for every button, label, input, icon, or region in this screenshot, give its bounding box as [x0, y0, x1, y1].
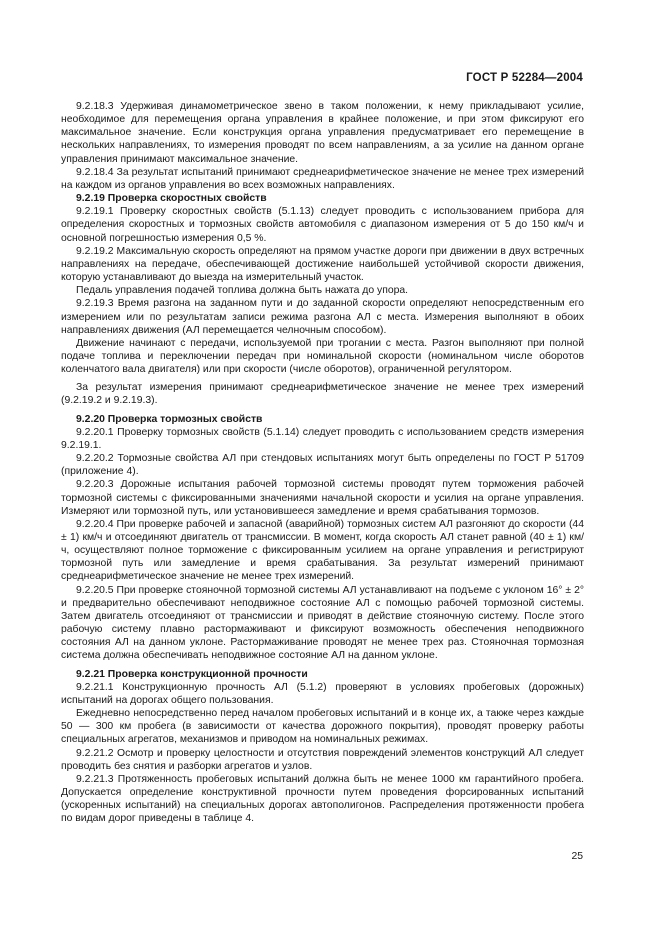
paragraph-measurement-result: За результат измерения принимают среднеарифметическое значение не менее трех измерений (9.2.19.2 и 9.2.19.3).: [61, 382, 584, 407]
paragraph-9-2-20-2: 9.2.20.2 Тормозные свойства АЛ при стендовых испытаниях могут быть определены по ГОСТ Р 51709 (приложение 4).: [61, 453, 584, 478]
section-heading-9-2-20: 9.2.20 Проверка тормозных свойств: [76, 413, 263, 425]
paragraph-fuel-pedal: Педаль управления подачей топлива должна быть нажата до упора.: [76, 285, 409, 297]
paragraph-9-2-21-2: 9.2.21.2 Осмотр и проверку целостности и отсутствия повреждений элементов конструкций АЛ следует проводить без снятия и разборки агрегатов и узлов.: [61, 747, 584, 772]
section-heading-9-2-19: 9.2.19 Проверка скоростных свойств: [76, 193, 267, 205]
paragraph-9-2-18-3: 9.2.18.3 Удерживая динамометрическое звено в таком положении, к нему прикладывают усилие, необходимое для перемещения органа управления в крайнее положение, и при этом фиксируют его максимальное значение. Если конструкция органа управления предусматривает его перемещение в нескольких направлениях, то измерения проводят по всем направлениям, а за усилие на данном органе управления принимают максимальное значение.: [61, 101, 584, 165]
document-body: [61, 100, 584, 825]
paragraph-9-2-20-5: 9.2.20.5 При проверке стояночной тормозной системы АЛ устанавливают на подъеме с уклоном 16° ± 2° и предварительно обеспечивают неподвижное состояние АЛ с помощью рабочей тормозной системы. Затем двигатель отсоединяют от трансмиссии и приводят в действие стояночную систему. После этого рабочую систему плавно растормаживают и фиксируют возможность обеспечения неподвижного состояния АЛ на данном уклоне. Растормаживание проводят не менее трех раз. Стояночная тормозная система должна обеспечивать неподвижное состояние АЛ на данном уклоне.: [61, 584, 584, 662]
paragraph-9-2-21-3: 9.2.21.3 Протяженность пробеговых испытаний должна быть не менее 1000 км гарантийного пробега. Допускается определение конструктивной прочности путем проведения форсированных испытаний (ускоренных испытаний) на специальных дорогах автополигонов. Распределения протяженности пробега по видам дорог приведены в таблице 4.: [61, 773, 584, 825]
paragraph-9-2-20-1: 9.2.20.1 Проверку тормозных свойств (5.1.14) следует проводить с использованием средств измерения 9.2.19.1.: [61, 426, 584, 451]
paragraph-9-2-20-3: 9.2.20.3 Дорожные испытания рабочей тормозной системы проводят путем торможения рабочей тормозной системы с фиксированными значениями начальной скорости и усилия на органе управления. Измеряют или тормозной путь, или установившееся замедление и время срабатывания тормозов.: [61, 479, 584, 517]
page-number: 25: [571, 851, 583, 862]
section-heading-9-2-21: 9.2.21 Проверка конструкционной прочности: [76, 668, 308, 680]
paragraph-9-2-20-4: 9.2.20.4 При проверке рабочей и запасной (аварийной) тормозных систем АЛ разгоняют до скорости (44 ± 1) км/ч и отсоединяют двигатель от трансмиссии. В момент, когда скорость АЛ станет равной (40 ± 1) км/ч, осуществляют полное торможение с фиксированным усилием на органе управления и регистрируют тормозной путь или замедление и время срабатывания. За результат измерений принимают среднеарифметическое значение не менее трех измерений.: [61, 518, 584, 583]
paragraph-9-2-21-1: 9.2.21.1 Конструкционную прочность АЛ (5.1.2) проверяют в условиях пробеговых (дорожных) испытаний на дорогах общего пользования.: [61, 681, 584, 706]
paragraph-daily-check: Ежедневно непосредственно перед началом пробеговых испытаний и в конце их, а также через каждые 50 — 300 км пробега (в зависимости от качества дорожного покрытия), проводят проверку работы специальных агрегатов, механизмов и приводом на номинальных режимах.: [61, 708, 584, 746]
standard-designation: ГОСТ Р 52284—2004: [466, 72, 583, 84]
paragraph-9-2-19-3: 9.2.19.3 Время разгона на заданном пути и до заданной скорости определяют непосредственным его измерением или по результатам записи режима разгона АЛ с места. Измерения выполняют в обоих направлениях движения (АЛ перемещается челночным способом).: [61, 298, 584, 336]
paragraph-movement-start: Движение начинают с передачи, используемой при трогании с места. Разгон выполняют при полной подаче топлива и переключении передач при номинальной скорости (номинальном числе оборотов коленчатого вала двигателя) или при скорости (числе оборотов), ограниченной регулятором.: [61, 337, 584, 376]
paragraph-9-2-18-4: 9.2.18.4 За результат испытаний принимают среднеарифметическое значение не менее трех измерений на каждом из органов управления во всех возможных направлениях.: [61, 166, 584, 191]
paragraph-9-2-19-2: 9.2.19.2 Максимальную скорость определяют на прямом участке дороги при движении в двух встречных направлениях на передаче, обеспечивающей достижение наибольшей устойчивой скорости движения, которую устанавливают до выезда на измерительный участок.: [61, 245, 584, 284]
paragraph-9-2-19-1: 9.2.19.1 Проверку скоростных свойств (5.1.13) следует проводить с использованием прибора для определения скоростных и тормозных свойств автомобиля с диапазоном измерения от 5 до 150 км/ч и основной погрешностью измерения 0,5 %.: [61, 206, 584, 244]
